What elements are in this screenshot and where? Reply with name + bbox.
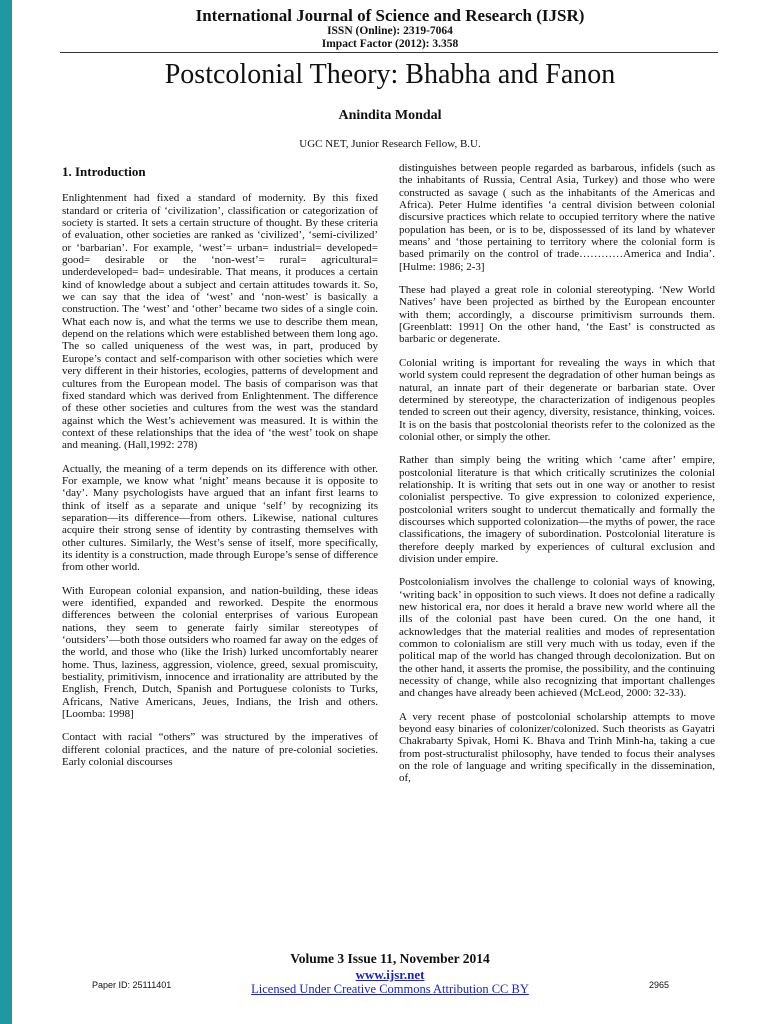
paragraph: Enlightenment had fixed a standard of modernity. By this fixed standard or criteria of ‘civilization’, classification or categorization of society is started. It sets a certain structure of thought. By these criteria of evaluation, other societies are ranked as ‘civilized’, ‘semi-civilized’ or ‘barbarian’. For example, ‘west’= urban= industrial= developed= good= desirable or the ‘non-west’= rural= agricultural= underdeveloped= bad= undesirable. That means, it produces a certain kind of knowledge about a subject and certain attitudes towards it. So, we can say that the idea of ‘west’ and ‘non-west’ is basically a construction. The ‘west’ and ‘other’ became two sides of a single coin. What each now is, and what the terms we use to describe them mean, depend on the relations which were established between them long ago. The so called uniqueness of the west was, in part, produced by Europe’s contact and self-comparison with other societies which were very different in their histories, ecologies, patterns of development and cultures from the European model. The basis of comparison was that fixed standard which was derived from Enlightenment. The difference of these other societies and cultures from the west was the standard against which the West’s achievement was measured. It is within the context of these relationships that the idea of ‘the west’ took on shape and meaning. (Hall,1992: 278) <box>62 192 378 452</box>
paragraph: Actually, the meaning of a term depends on its difference with other. For example, we know what ‘night’ means because it is opposite to ‘day’. Many psychologists have argued that an infant first learns to think of itself as a separate and unique ‘self’ by recognizing its separation—its difference—from others. Likewise, national cultures acquire their strong sense of identity by contrasting themselves with other cultures. Similarly, the West’s sense of itself, more specifically, its identity is a construction, made through Europe’s sense of difference from other world. <box>62 462 378 574</box>
paragraph: Postcolonialism involves the challenge to colonial ways of knowing, ‘writing back’ in opposition to such views. It does not define a radically new historical era, nor does it herald a brave new world where all the ills of the colonial past have been cured. On the one hand, it acknowledges that the material realities and modes of representation common to colonialism are still very much with us today, even if the political map of the world has changed through decolonization. But on the other hand, it asserts the promise, the possibility, and the continuing necessity of change, while also recognizing that important challenges and changes have already been achieved (McLeod, 2000: 32-33). <box>399 576 715 700</box>
paper-title: Postcolonial Theory: Bhabha and Fanon <box>164 59 616 90</box>
volume-info: Volume 3 Issue 11, November 2014 <box>290 951 490 966</box>
paragraph: Colonial writing is important for revealing the ways in which that world system could represent the degradation of other human beings as natural, an innate part of their degenerate or barbarian state. Over determined by stereotype, the characterization of indigenous peoples tended to screen out their agency, diversity, resistance, thinking, voices. It is on the basis that postcolonial theorists refer to the colonized as the colonial other, or simply the other. <box>399 356 715 443</box>
paragraph: Contact with racial “others” was structured by the imperatives of different colonial practices, and the nature of pre-colonial societies. Early colonial discourses <box>62 731 378 769</box>
sidebar-accent-bar <box>0 0 12 1024</box>
paragraph: With European colonial expansion, and nation-building, these ideas were identified, expanded and reworked. Despite the enormous differences between the colonial enterprises of various European nations, they seem to generate fairly similar stereotypes of ‘outsiders’—both those outsiders who roamed far away on the edges of the world, and those who (like the Irish) lurked uncomfortably nearer home. Thus, laziness, aggression, violence, greed, sexual promiscuity, bestiality, primitivism, innocence and irrationality are attributed by the English, French, Dutch, Spanish and Portuguese colonists to Turks, Africans, Native Americans, Jeues, Indians, the Irish and others. [Loomba: 1998] <box>62 584 378 721</box>
issn: ISSN (Online): 2319-7064 <box>327 25 453 37</box>
author-affiliation: UGC NET, Junior Research Fellow, B.U. <box>299 138 481 150</box>
page-number: 2965 <box>649 980 670 990</box>
journal-website-link[interactable]: www.ijsr.net <box>355 967 425 982</box>
right-column <box>399 162 715 796</box>
paragraph: These had played a great role in colonial stereotyping. ‘New World Natives’ have been projected as birthed by the European encounter with them; accordingly, a discourse primitivism surrounds them. [Greenblatt: 1991] On the other hand, ‘the East’ is constructed as barbaric or degenerate. <box>399 284 715 346</box>
header-divider <box>60 52 718 53</box>
paragraph: distinguishes between people regarded as barbarous, infidels (such as the inhabitants of Russia, Central Asia, Turkey) and those who were constructed as savage ( such as the inhabitants of the Americas and Africa). Peter Hulme identifies ‘a central division between colonial discursive practices which relate to occupied territory where the native population has been, or is to be, dispossessed of its land by whatever means’ and ‘those pertaining to territory where the colonial form is based primarily on the control of trade…………America and India’. [Hulme: 1986; 2-3] <box>399 162 715 273</box>
license-link[interactable]: Licensed Under Creative Commons Attribution CC BY <box>251 982 529 996</box>
paper-id: Paper ID: 25111401 <box>92 980 172 990</box>
journal-name: International Journal of Science and Research (IJSR) <box>195 6 585 25</box>
left-column <box>62 160 378 779</box>
impact-factor: Impact Factor (2012): 3.358 <box>321 38 459 50</box>
paragraph: Rather than simply being the writing which ‘came after’ empire, postcolonial literature is that which critically scrutinizes the colonial relationship. It is writing that sets out in one way or another to resist colonialist perspective. To give expression to colonized experience, postcolonial writers sought to undercut thematically and formally the discourses which supported colonization—the myths of power, the race classifications, the imagery of subordination. Postcolonial literature is therefore deeply marked by experiences of cultural exclusion and division under empire. <box>399 454 715 565</box>
paragraph: A very recent phase of postcolonial scholarship attempts to move beyond easy binaries of colonizer/colonized. Such theorists as Gayatri Chakrabarty Spivak, Homi K. Bhava and Trinh Minh-ha, taking a cue from post-structuralist philosophy, have tended to focus their analyses on the role of language and writing specifically in the dissemination, of, <box>399 710 715 785</box>
section-heading: 1. Introduction <box>62 164 146 179</box>
author-name: Anindita Mondal <box>338 108 442 123</box>
journal-header <box>12 6 768 51</box>
